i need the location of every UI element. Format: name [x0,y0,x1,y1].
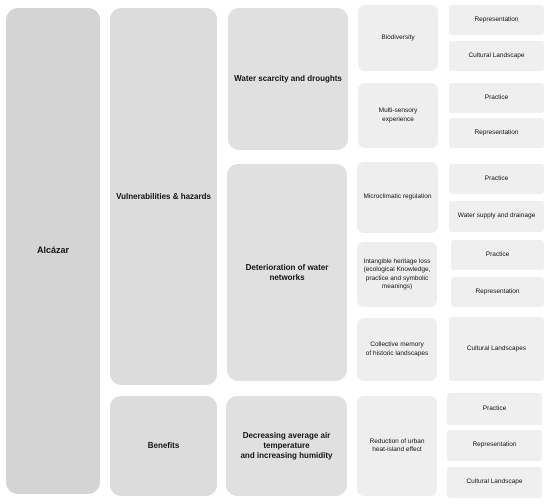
node-practice: Practice [449,164,544,194]
node-decreasing-air-temperature: Decreasing average air temperature and increasing humidity [226,396,347,496]
node-representation: Representation [449,118,544,148]
node-collective-memory: Collective memory of historic landscapes [357,318,437,381]
node-biodiversity: Biodiversity [358,5,438,71]
node-water-scarcity-droughts: Water scarcity and droughts [228,8,348,150]
node-representation: Representation [451,277,544,307]
node-practice: Practice [451,240,544,270]
node-cultural-landscape: Cultural Landscape [449,41,544,71]
node-intangible-heritage-loss: Intangible heritage loss (ecological Knowledge, practice and symbolic meanings) [357,242,437,307]
node-alcazar: Alcázar [6,8,100,494]
node-representation: Representation [447,430,542,461]
node-practice: Practice [449,83,544,113]
node-multi-sensory-experience: Multi-sensory experience [358,83,438,148]
node-benefits: Benefits [110,396,217,496]
node-cultural-landscape: Cultural Landscape [447,467,542,498]
node-reduction-heat-island: Reduction of urban heat-island effect [357,396,437,496]
node-practice: Practice [447,393,542,425]
node-cultural-landscapes: Cultural Landscapes [449,317,544,381]
node-microclimatic-regulation: Microclimatic regulation [357,162,438,233]
node-vulnerabilities-hazards: Vulnerabilities & hazards [110,8,217,385]
node-representation: Representation [449,5,544,35]
node-deterioration-water-networks: Deterioration of water networks [227,164,347,381]
node-water-supply-drainage: Water supply and drainage [449,201,544,232]
